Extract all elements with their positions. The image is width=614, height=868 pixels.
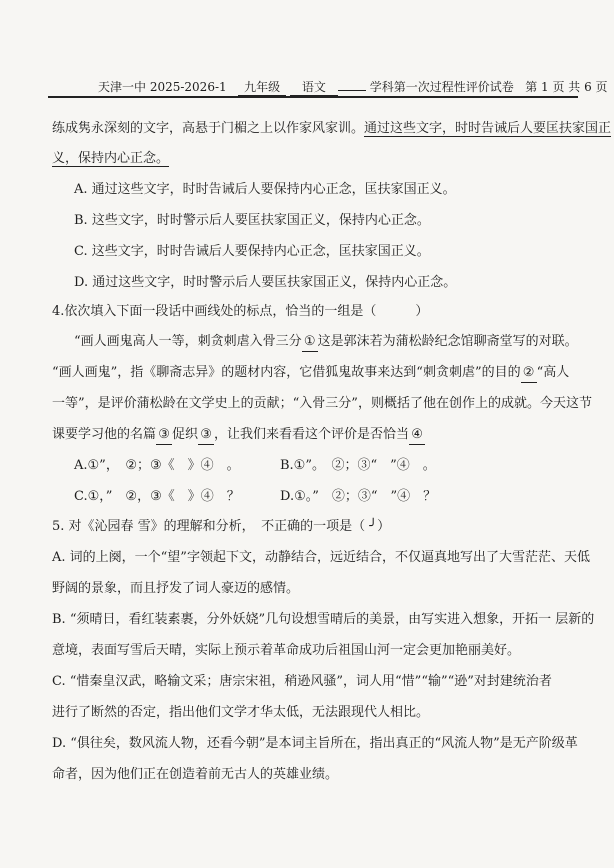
text-line-q5d2 [52, 766, 338, 784]
text-segment: B. “须晴日，看红装素裹，分外妖娆”几句设想雪晴后的美景，由写实进入想象，开拓一 层新的 [52, 612, 595, 627]
page-header [98, 78, 608, 96]
text-line-q4d [280, 488, 436, 506]
text-line-q4c [74, 488, 240, 506]
text-segment: 这是郭沫若为蒲松龄纪念馆聊斋堂写的对联。 [317, 334, 578, 349]
text-line-q4p4 [52, 426, 425, 445]
text-segment: 促织 [172, 427, 199, 442]
text-line-q4 [52, 303, 428, 321]
text-line-q4p2 [52, 364, 569, 383]
text-segment: 野阔的景象，而且抒发了词人豪迈的感情。 [52, 581, 300, 596]
text-segment: A.①”， ②；③《 》④ 。 [74, 458, 240, 473]
header-exam-title: 学科第一次过程性评价试卷 [369, 80, 514, 94]
header-page-number: 第 1 页 共 6 页 [525, 80, 608, 94]
text-segment: D.①。” ②；③“ ”④ ？ [280, 489, 437, 504]
fill-blank: ③ [156, 426, 172, 445]
text-line-q5b2 [52, 642, 520, 660]
text-segment: D. 通过这些文字，时时警示后人要匡扶家国正义，保持内心正念。 [74, 275, 457, 290]
underlined-text: 通过这些文字，时时告诫后人要匡扶家国正 [364, 121, 612, 136]
text-line-q5c1 [52, 673, 552, 691]
text-line-q5b1 [52, 611, 594, 629]
header-subject: 语文 [290, 78, 338, 96]
text-line-q5c2 [52, 704, 429, 722]
text-line-q5a2 [52, 580, 299, 598]
text-segment: “画人画鬼”，指《聊斋志异》的题材内容，它借狐鬼故事来达到“刺贪刺虐”的目的 [52, 365, 521, 380]
text-segment: 课要学习他的名篇 [52, 427, 157, 442]
text-line-p1a [52, 120, 611, 138]
text-segment: 练成隽永深刻的文字，高悬于门楣之上以作家风家训。 [52, 121, 365, 136]
text-segment: 意境，表面写雪后天晴，实际上预示着革命成功后祖国山河一定会更加艳丽美好。 [52, 643, 521, 658]
text-segment: C.①，” ②，③《 》④ ？ [74, 489, 240, 504]
fill-blank: ④ [409, 426, 425, 445]
text-segment: ，让我们来看看这个评价是否恰当 [214, 427, 410, 442]
text-segment: 5. 对《沁园春 雪》的理解和分析， 不正确的一项是（ ╯） [52, 519, 391, 534]
text-segment: 一等”，是评价蒲松龄在文学史上的贡献；“入骨三分”，则概括了他在创作上的成就。今天这节 [52, 396, 592, 411]
text-segment: B. 这些文字，时时警示后人要匡扶家国正义，保持内心正念。 [74, 213, 430, 228]
text-line-q4a [74, 457, 240, 475]
text-segment: D. “俱往矣，数风流人物，还看今朝”是本词主旨所在，指出真正的“风流人物”是无产阶级革 [52, 736, 578, 751]
header-grade: 九年级 [238, 78, 286, 96]
text-line-q3c [74, 243, 430, 261]
text-segment: 进行了断然的否定，指出他们文学才华太低，无法跟现代人相比。 [52, 705, 430, 720]
underlined-text: 义，保持内心正念。 [52, 151, 170, 166]
text-segment: C. 这些文字，时时告诫后人要保持内心正念，匡扶家国正义。 [74, 244, 430, 259]
text-segment: 4.依次填入下面一段话中画线处的标点，恰当的一组是（ ） [52, 304, 429, 319]
text-line-q3a [74, 181, 456, 199]
text-line-q4b [280, 457, 436, 475]
text-line-p1b [52, 150, 169, 168]
text-segment: B.①”。 ②；③“ ”④ 。 [280, 458, 436, 473]
text-segment: “画人画鬼高人一等，刺贪刺虐入骨三分 [74, 334, 302, 349]
text-line-q4p3 [52, 395, 592, 413]
fill-blank: ③ [198, 426, 214, 445]
text-line-q4p1 [74, 333, 578, 352]
fill-blank: ② [521, 364, 537, 383]
text-line-q5d1 [52, 735, 578, 753]
text-segment: A. 词的上阕，一个“望”字领起下文，动静结合，远近结合，不仅逼真地写出了大雪茫茫、天低 [52, 550, 590, 565]
fill-blank: ① [302, 333, 318, 352]
text-segment: A. 通过这些文字，时时告诫后人要保持内心正念，匡扶家国正义。 [74, 182, 456, 197]
text-line-q5 [52, 518, 390, 536]
text-segment: 命者，因为他们正在创造着前无古人的英雄业绩。 [52, 767, 339, 782]
header-divider [48, 96, 578, 98]
text-segment: C. “惜秦皇汉武，略输文采；唐宗宋祖，稍逊风骚”，词人用“惜”“输”“逊”对封建统治者 [52, 674, 552, 689]
text-line-q3d [74, 274, 456, 292]
text-line-q3b [74, 212, 430, 230]
text-line-q5a1 [52, 549, 590, 567]
text-segment: “高人 [536, 365, 570, 380]
header-school: 天津一中 2025-2026-1 [98, 80, 227, 94]
